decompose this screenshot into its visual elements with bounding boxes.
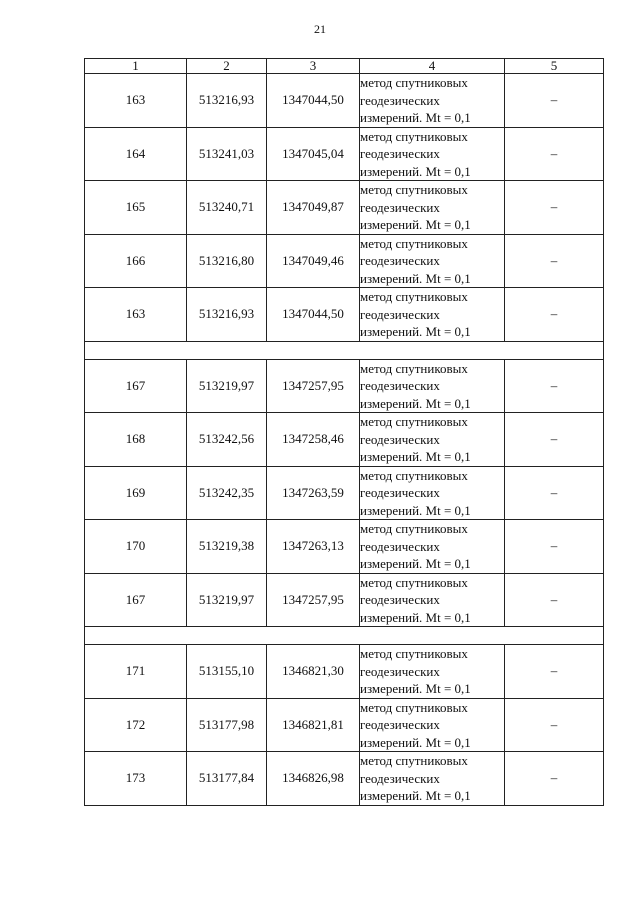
point-number-cell: 166 bbox=[85, 234, 187, 288]
point-number-cell: 165 bbox=[85, 181, 187, 235]
method-text-line: метод спутниковых bbox=[360, 467, 468, 483]
method-text-line: метод спутниковых bbox=[360, 699, 468, 715]
method-cell bbox=[360, 359, 505, 413]
column-5-cell: – bbox=[505, 181, 604, 235]
method-cell bbox=[360, 520, 505, 574]
column-5-cell: – bbox=[505, 74, 604, 128]
method-text-line: метод спутниковых bbox=[360, 360, 468, 376]
table-row bbox=[85, 520, 604, 574]
coordinate-y-cell: 1347049,87 bbox=[267, 181, 360, 235]
table-row bbox=[85, 288, 604, 342]
point-number-cell: 168 bbox=[85, 413, 187, 467]
table-row bbox=[85, 181, 604, 235]
method-cell bbox=[360, 413, 505, 467]
method-text-line: метод спутниковых bbox=[360, 753, 468, 768]
separator-cell bbox=[85, 627, 604, 645]
column-5-cell: – bbox=[505, 413, 604, 467]
method-text-line: метод спутниковых bbox=[360, 289, 468, 304]
coordinate-x-cell: 513219,38 bbox=[187, 520, 267, 574]
coordinate-x-cell: 513242,56 bbox=[187, 413, 267, 467]
point-number-cell: 171 bbox=[85, 645, 187, 699]
method-text-line: геодезических bbox=[360, 378, 440, 393]
method-text-line: измерений. Mt = 0,1 bbox=[360, 734, 471, 750]
column-5-cell: – bbox=[505, 520, 604, 574]
method-cell bbox=[360, 127, 505, 181]
header-col-1: 1 bbox=[85, 59, 187, 74]
method-cell bbox=[360, 573, 505, 627]
coordinate-x-cell: 513177,98 bbox=[187, 698, 267, 752]
column-5-cell: – bbox=[505, 573, 604, 627]
point-number-cell: 169 bbox=[85, 466, 187, 520]
method-text-line: геодезических bbox=[360, 146, 440, 161]
coordinate-x-cell: 513216,80 bbox=[187, 234, 267, 288]
coordinate-y-cell: 1346821,81 bbox=[267, 698, 360, 752]
coordinate-x-cell: 513216,93 bbox=[187, 74, 267, 128]
method-text-line: геодезических bbox=[360, 253, 440, 268]
method-text-line: метод спутниковых bbox=[360, 646, 468, 661]
method-text-line: метод спутниковых bbox=[360, 75, 468, 90]
coordinate-y-cell: 1346826,98 bbox=[267, 752, 360, 806]
method-text-line: геодезических bbox=[360, 663, 440, 679]
coordinate-x-cell: 513177,84 bbox=[187, 752, 267, 806]
column-5-cell: – bbox=[505, 288, 604, 342]
column-5-cell: – bbox=[505, 698, 604, 752]
method-text-line: измерений. Mt = 0,1 bbox=[360, 609, 471, 625]
coordinate-x-cell: 513219,97 bbox=[187, 359, 267, 413]
column-5-cell: – bbox=[505, 466, 604, 520]
method-cell bbox=[360, 645, 505, 699]
column-5-cell: – bbox=[505, 359, 604, 413]
coordinate-y-cell: 1347258,46 bbox=[267, 413, 360, 467]
method-text-line: метод спутниковых bbox=[360, 574, 468, 590]
group-separator-row bbox=[85, 341, 604, 359]
header-col-2: 2 bbox=[187, 59, 267, 74]
table-row bbox=[85, 74, 604, 128]
page-number: 21 bbox=[314, 22, 326, 36]
method-text-line: измерений. Mt = 0,1 bbox=[360, 449, 471, 464]
point-number-cell: 167 bbox=[85, 359, 187, 413]
method-text-line: измерений. Mt = 0,1 bbox=[360, 217, 471, 232]
method-cell bbox=[360, 466, 505, 520]
coordinates-table bbox=[84, 58, 604, 806]
table-row bbox=[85, 359, 604, 413]
method-text-line: геодезических bbox=[360, 538, 440, 554]
table-body bbox=[85, 74, 604, 806]
method-text-line: геодезических bbox=[360, 199, 440, 215]
method-text-line: геодезических bbox=[360, 485, 440, 500]
coordinate-y-cell: 1346821,30 bbox=[267, 645, 360, 699]
method-text-line: измерений. Mt = 0,1 bbox=[360, 556, 471, 571]
method-text-line: измерений. Mt = 0,1 bbox=[360, 163, 471, 179]
method-text-line: измерений. Mt = 0,1 bbox=[360, 502, 471, 518]
method-text-line: измерений. Mt = 0,1 bbox=[360, 324, 471, 339]
method-text-line: измерений. Mt = 0,1 bbox=[360, 681, 471, 696]
column-5-cell: – bbox=[505, 127, 604, 181]
method-text-line: геодезических bbox=[360, 306, 440, 322]
coordinate-y-cell: 1347257,95 bbox=[267, 573, 360, 627]
header-col-4: 4 bbox=[360, 59, 505, 74]
table-row bbox=[85, 698, 604, 752]
method-cell bbox=[360, 181, 505, 235]
table-row bbox=[85, 466, 604, 520]
method-text-line: метод спутниковых bbox=[360, 414, 468, 429]
column-5-cell: – bbox=[505, 752, 604, 806]
point-number-cell: 164 bbox=[85, 127, 187, 181]
coordinate-y-cell: 1347263,59 bbox=[267, 466, 360, 520]
method-text-line: геодезических bbox=[360, 592, 440, 607]
method-cell bbox=[360, 698, 505, 752]
method-text-line: метод спутниковых bbox=[360, 182, 468, 197]
point-number-cell: 170 bbox=[85, 520, 187, 574]
column-5-cell: – bbox=[505, 234, 604, 288]
method-cell bbox=[360, 288, 505, 342]
coordinate-x-cell: 513240,71 bbox=[187, 181, 267, 235]
point-number-cell: 167 bbox=[85, 573, 187, 627]
header-col-5: 5 bbox=[505, 59, 604, 74]
method-text-line: измерений. Mt = 0,1 bbox=[360, 110, 471, 125]
method-text-line: геодезических bbox=[360, 717, 440, 732]
method-text-line: измерений. Mt = 0,1 bbox=[360, 395, 471, 411]
coordinate-y-cell: 1347049,46 bbox=[267, 234, 360, 288]
coordinate-x-cell: 513241,03 bbox=[187, 127, 267, 181]
point-number-cell: 163 bbox=[85, 74, 187, 128]
table-row bbox=[85, 573, 604, 627]
table-row bbox=[85, 645, 604, 699]
coordinate-y-cell: 1347257,95 bbox=[267, 359, 360, 413]
method-text-line: геодезических bbox=[360, 431, 440, 447]
coordinate-y-cell: 1347263,13 bbox=[267, 520, 360, 574]
coordinate-y-cell: 1347044,50 bbox=[267, 288, 360, 342]
header-col-3: 3 bbox=[267, 59, 360, 74]
separator-cell bbox=[85, 341, 604, 359]
method-text-line: измерений. Mt = 0,1 bbox=[360, 788, 471, 803]
table-row bbox=[85, 127, 604, 181]
method-cell bbox=[360, 74, 505, 128]
point-number-cell: 173 bbox=[85, 752, 187, 806]
method-text-line: метод спутниковых bbox=[360, 235, 468, 251]
group-separator-row bbox=[85, 627, 604, 645]
coordinate-x-cell: 513216,93 bbox=[187, 288, 267, 342]
method-text-line: метод спутниковых bbox=[360, 128, 468, 144]
coordinate-x-cell: 513242,35 bbox=[187, 466, 267, 520]
coordinate-x-cell: 513219,97 bbox=[187, 573, 267, 627]
method-text-line: геодезических bbox=[360, 770, 440, 786]
table-row bbox=[85, 234, 604, 288]
point-number-cell: 163 bbox=[85, 288, 187, 342]
method-cell bbox=[360, 234, 505, 288]
method-text-line: метод спутниковых bbox=[360, 521, 468, 536]
point-number-cell: 172 bbox=[85, 698, 187, 752]
table-row bbox=[85, 413, 604, 467]
method-text-line: геодезических bbox=[360, 92, 440, 108]
header-row bbox=[85, 59, 604, 74]
method-text-line: измерений. Mt = 0,1 bbox=[360, 270, 471, 286]
coordinate-x-cell: 513155,10 bbox=[187, 645, 267, 699]
method-cell bbox=[360, 752, 505, 806]
table-row bbox=[85, 752, 604, 806]
coordinate-y-cell: 1347044,50 bbox=[267, 74, 360, 128]
column-5-cell: – bbox=[505, 645, 604, 699]
coordinate-y-cell: 1347045,04 bbox=[267, 127, 360, 181]
